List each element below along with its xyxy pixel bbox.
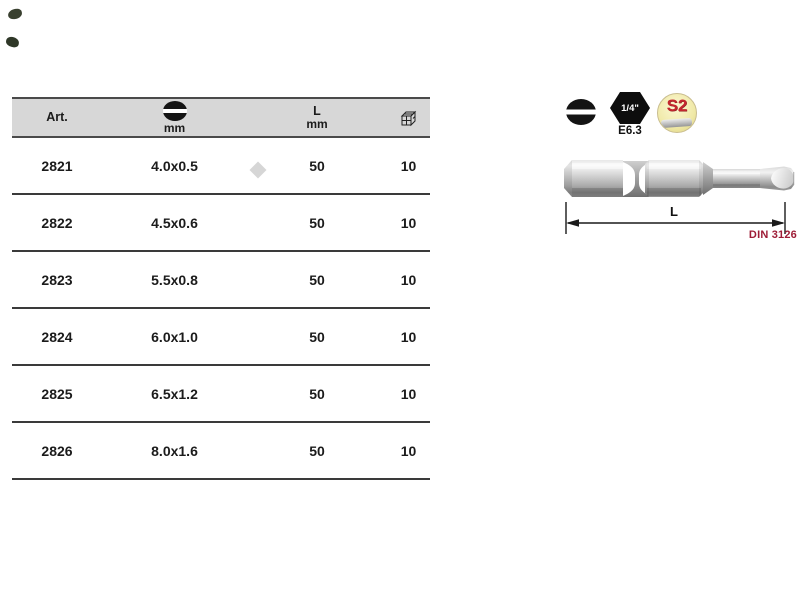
drive-standard-label: E6.3	[618, 125, 642, 137]
slotted-screw-icon	[566, 99, 596, 125]
art-number: 2823	[41, 271, 73, 288]
length-value: 50	[309, 157, 325, 174]
header-length-unit: mm	[306, 116, 328, 131]
s2-material-badge	[657, 93, 697, 133]
size-value: 4.0x0.5	[151, 157, 198, 174]
slotted-screw-icon	[163, 101, 187, 121]
table-row	[12, 195, 430, 252]
table-row	[12, 423, 430, 480]
dimension-label: L	[670, 204, 678, 219]
bit-barrel	[645, 160, 703, 197]
bit-hex-shank	[564, 160, 623, 197]
size-value: 6.5x1.2	[151, 385, 198, 402]
din-standard-label: DIN 3126	[748, 229, 797, 241]
product-table	[12, 97, 430, 480]
table-row	[12, 252, 430, 309]
length-value: 50	[309, 328, 325, 345]
hex-drive-icon	[610, 92, 650, 124]
header-size	[163, 101, 187, 135]
art-number: 2821	[41, 157, 73, 174]
s2-material-label: S2	[666, 96, 688, 115]
bit-shaft	[713, 169, 760, 188]
bit-taper	[703, 162, 713, 195]
size-value: 5.5x0.8	[151, 271, 198, 288]
header-length-label: L	[313, 103, 321, 118]
header-qty	[399, 108, 419, 128]
length-value: 50	[309, 385, 325, 402]
length-value: 50	[309, 442, 325, 459]
header-art	[46, 111, 68, 124]
length-value: 50	[309, 214, 325, 231]
bit-slotted-tip	[760, 167, 794, 191]
size-value: 4.5x0.6	[151, 214, 198, 231]
qty-value: 10	[400, 271, 417, 288]
smudge-mark	[7, 8, 22, 20]
header-length	[306, 105, 327, 131]
art-number: 2822	[41, 214, 73, 231]
qty-value: 10	[400, 157, 417, 174]
package-cube-icon	[399, 108, 419, 128]
art-number: 2825	[41, 385, 73, 402]
header-art-label: Art.	[46, 109, 68, 124]
smudge-mark	[5, 36, 20, 48]
bit-thumbnail	[661, 118, 692, 128]
drive-size-label: 1/4"	[621, 102, 639, 114]
qty-value: 10	[400, 385, 417, 402]
size-value: 8.0x1.6	[151, 442, 198, 459]
arrow-right-icon	[772, 219, 785, 227]
table-row	[12, 309, 430, 366]
table-header-row	[12, 97, 430, 138]
header-size-unit: mm	[163, 120, 186, 135]
qty-value: 10	[400, 442, 417, 459]
qty-value: 10	[400, 328, 417, 345]
qty-value: 10	[400, 214, 417, 231]
arrow-left-icon	[566, 219, 579, 227]
table-row	[12, 366, 430, 423]
table-row	[12, 138, 430, 195]
length-value: 50	[309, 271, 325, 288]
art-number: 2824	[41, 328, 73, 345]
art-number: 2826	[41, 442, 73, 459]
size-value: 6.0x1.0	[151, 328, 198, 345]
